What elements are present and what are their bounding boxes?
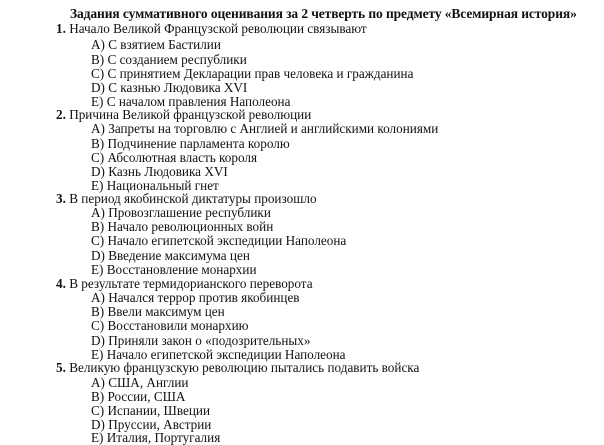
option-c: C) Абсолютная власть короля bbox=[91, 150, 258, 165]
option-b: B) С созданием республики bbox=[91, 52, 247, 67]
option-a: A) Начался террор против якобинцев bbox=[91, 290, 300, 305]
question-number: 2. bbox=[56, 107, 66, 122]
option-e: E) Восстановление монархии bbox=[91, 262, 257, 277]
question-text: Великую французскую революцию пытались подавить войска bbox=[69, 360, 420, 375]
option-a: A) Провозглашение республики bbox=[91, 205, 271, 220]
question-number: 5. bbox=[56, 360, 66, 375]
option-b: B) Ввели максимум цен bbox=[91, 304, 225, 319]
option-e: E) Начало египетской экспедиции Наполеона bbox=[91, 347, 346, 362]
question-number: 4. bbox=[56, 276, 66, 291]
option-b: B) Подчинение парламента королю bbox=[91, 136, 290, 151]
question-3 bbox=[56, 192, 317, 206]
question-text: Причина Великой французской революции bbox=[69, 107, 312, 122]
option-e: E) Национальный гнет bbox=[91, 178, 219, 193]
option-a: A) С взятием Бастилии bbox=[91, 37, 221, 52]
option-c: C) Начало египетской экспедиции Наполеона bbox=[91, 233, 347, 248]
option-d: D) Пруссии, Австрии bbox=[91, 417, 212, 432]
document-title: Задания суммативного оценивания за 2 четверть по предмету «Всемирная история» bbox=[70, 6, 577, 21]
option-b: B) России, США bbox=[91, 389, 186, 404]
option-d: D) Введение максимума цен bbox=[91, 248, 250, 263]
question-5 bbox=[56, 361, 419, 375]
option-c: C) Испании, Швеции bbox=[91, 403, 211, 418]
option-e: E) С началом правления Наполеона bbox=[91, 94, 291, 109]
question-1 bbox=[56, 22, 367, 36]
question-4 bbox=[56, 277, 313, 291]
question-text: Начало Великой Французской революции связывают bbox=[69, 21, 367, 36]
option-d: D) Казнь Людовика XVI bbox=[91, 164, 228, 179]
option-c: C) Восстановили монархию bbox=[91, 318, 249, 333]
option-a: A) Запреты на торговлю с Англией и английскими колониями bbox=[91, 121, 439, 136]
question-text: В результате термидорианского переворота bbox=[69, 276, 313, 291]
question-number: 1. bbox=[56, 21, 66, 36]
option-c: C) С принятием Декларации прав человека и гражданина bbox=[91, 66, 414, 81]
question-number: 3. bbox=[56, 191, 66, 206]
option-e: E) Италия, Португалия bbox=[91, 430, 221, 445]
option-d: D) С казнью Людовика XVI bbox=[91, 80, 248, 95]
option-d: D) Приняли закон о «подозрительных» bbox=[91, 333, 311, 348]
question-2 bbox=[56, 108, 311, 122]
option-b: B) Начало революционных войн bbox=[91, 219, 274, 234]
option-a: A) США, Англии bbox=[91, 375, 189, 390]
question-text: В период якобинской диктатуры произошло bbox=[69, 191, 317, 206]
